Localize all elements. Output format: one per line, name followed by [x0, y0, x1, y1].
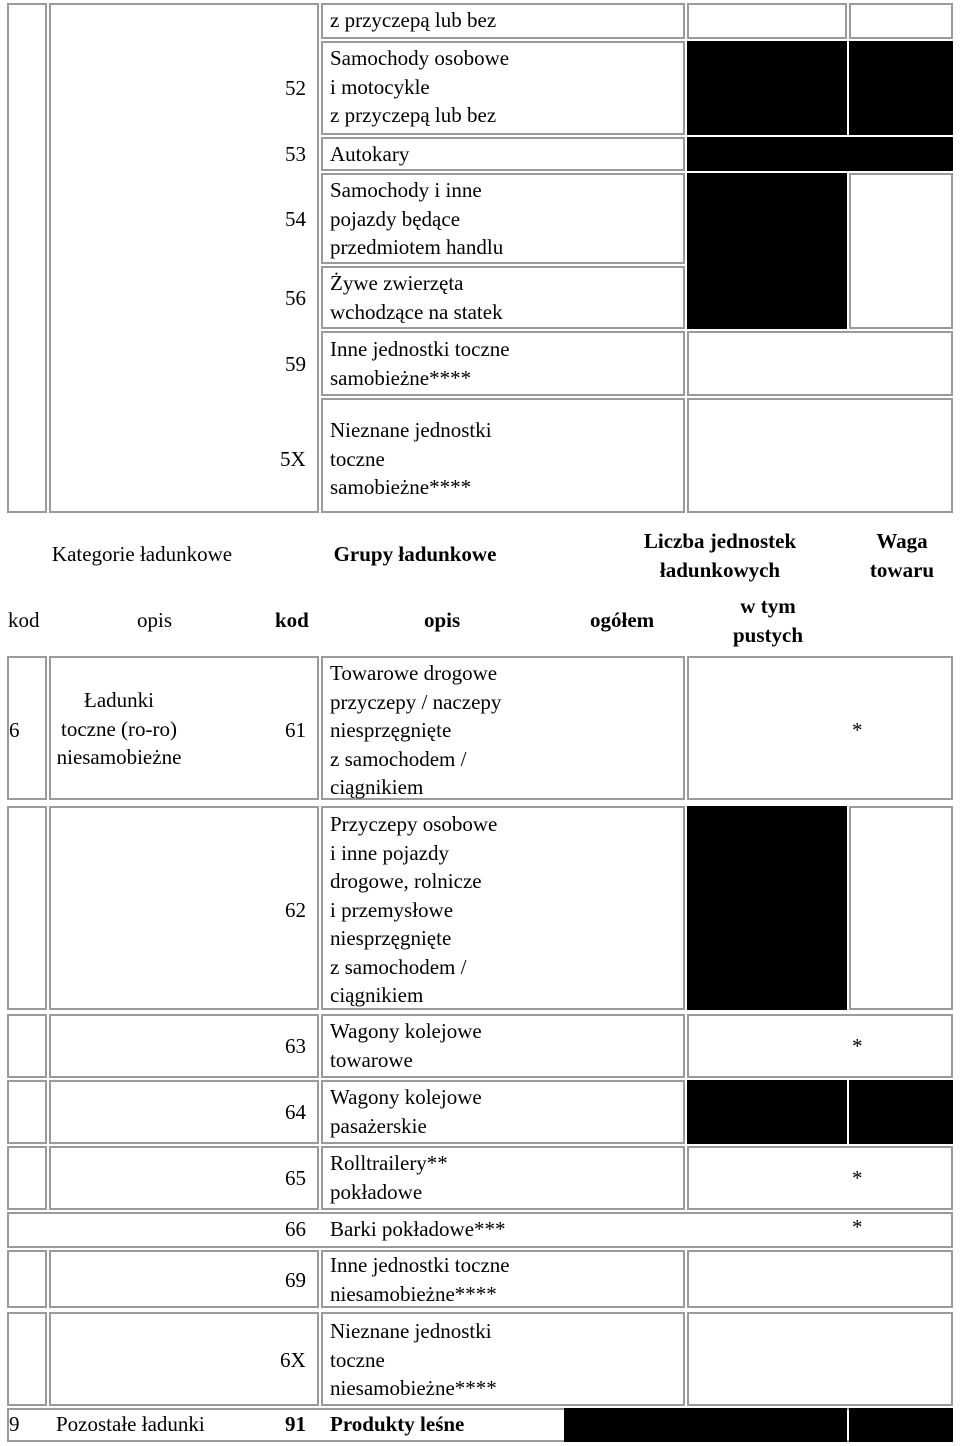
table-cell: [49, 1014, 319, 1078]
table-cell: [687, 331, 953, 396]
table-cell: [687, 1312, 953, 1406]
table-cell: [849, 3, 953, 39]
table-cell: [687, 656, 953, 800]
table-cell: [7, 806, 47, 1010]
redacted-block: [849, 1080, 953, 1144]
group-code: 62: [285, 898, 306, 922]
group-description: Samochody osobowe i motocykle z przyczepą lub bez: [330, 46, 510, 127]
category-code: 9: [9, 1412, 20, 1436]
group-description: Nieznane jednostki toczne niesamobieżne****: [330, 1319, 497, 1400]
not-applicable-mark: *: [852, 718, 863, 742]
redacted-block: [687, 806, 847, 1010]
group-code: 91: [285, 1412, 306, 1436]
header-kod: kod: [8, 608, 40, 632]
group-description: Inne jednostki toczne niesamobieżne****: [330, 1253, 510, 1306]
table-cell: [49, 1080, 319, 1144]
redacted-block: [849, 41, 953, 135]
group-code: 52: [285, 76, 306, 100]
group-code: 53: [285, 142, 306, 166]
category-description: Ładunki toczne (ro-ro) niesamobieżne: [56, 688, 182, 769]
group-description: z przyczepą lub bez: [330, 8, 497, 32]
redacted-block: [687, 1080, 847, 1144]
group-code: 59: [285, 352, 306, 376]
group-description: Wagony kolejowe pasażerskie: [330, 1085, 482, 1138]
group-description: Nieznane jednostki toczne samobieżne****: [330, 418, 492, 499]
header-opis: opis: [424, 608, 461, 632]
table-cell: [49, 1312, 319, 1406]
table-cell: [849, 806, 953, 1010]
table-cell: [687, 1014, 953, 1078]
table-cell: [49, 1146, 319, 1210]
table-cell: [687, 1250, 953, 1308]
table-cell: [7, 1250, 47, 1308]
redacted-block: [687, 41, 847, 135]
table-cell: [7, 1146, 47, 1210]
table-cell: [7, 1080, 47, 1144]
not-applicable-mark: *: [852, 1215, 863, 1239]
group-code: 64: [285, 1100, 306, 1124]
group-description: Produkty leśne: [330, 1412, 465, 1436]
group-code: 61: [285, 718, 306, 742]
header-kategorie: Kategorie ładunkowe: [51, 542, 233, 566]
redacted-block: [687, 173, 847, 329]
group-code: 69: [285, 1268, 306, 1292]
header-liczba: Liczba jednostek ładunkowych: [643, 529, 797, 582]
not-applicable-mark: *: [852, 1034, 863, 1058]
group-code: 63: [285, 1034, 306, 1058]
table-cell: [687, 398, 953, 513]
redacted-block: [564, 1408, 847, 1442]
group-description: Przyczepy osobowe i inne pojazdy drogowe, rolnicze i przemysłowe niesprzęgnięte z samochodem / ciągnikiem: [330, 812, 498, 1007]
group-description: Inne jednostki toczne samobieżne****: [330, 337, 510, 390]
table-cell: [7, 1312, 47, 1406]
group-code: 65: [285, 1166, 306, 1190]
group-code: 6X: [280, 1348, 306, 1372]
table-cell: [849, 173, 953, 329]
table-cell: [687, 3, 847, 39]
table-cell: [49, 3, 319, 513]
redacted-block: [687, 137, 953, 171]
table-cell: [49, 1250, 319, 1308]
group-code: 5X: [280, 447, 306, 471]
group-code: 54: [285, 207, 306, 231]
header-waga: Waga towaru: [869, 529, 935, 582]
group-code: 66: [285, 1217, 306, 1241]
header-w-tym-pustych: w tym pustych: [732, 594, 804, 647]
redacted-block: [849, 1408, 953, 1442]
group-description: Wagony kolejowe towarowe: [330, 1019, 482, 1072]
header-kod: kod: [275, 608, 309, 632]
group-description: Samochody i inne pojazdy będące przedmiotem handlu: [330, 178, 504, 259]
header-grupy: Grupy ładunkowe: [333, 542, 497, 566]
not-applicable-mark: *: [852, 1166, 863, 1190]
table-cell: [7, 3, 47, 513]
group-description: Rolltrailery** pokładowe: [330, 1151, 448, 1204]
category-description: Pozostałe ładunki: [56, 1412, 205, 1436]
group-description: Towarowe drogowe przyczepy / naczepy niesprzęgnięte z samochodem / ciągnikiem: [330, 661, 502, 799]
group-description: Autokary: [330, 142, 410, 166]
header-ogolem: ogółem: [590, 608, 655, 632]
group-code: 56: [285, 286, 306, 310]
table-cell: [687, 1146, 953, 1210]
group-description: Żywe zwierzęta wchodzące na statek: [330, 271, 503, 324]
group-description: Barki pokładowe***: [330, 1217, 506, 1241]
table-cell: [7, 1014, 47, 1078]
header-opis: opis: [137, 608, 173, 632]
table-cell: [49, 806, 319, 1010]
category-code: 6: [9, 718, 20, 742]
